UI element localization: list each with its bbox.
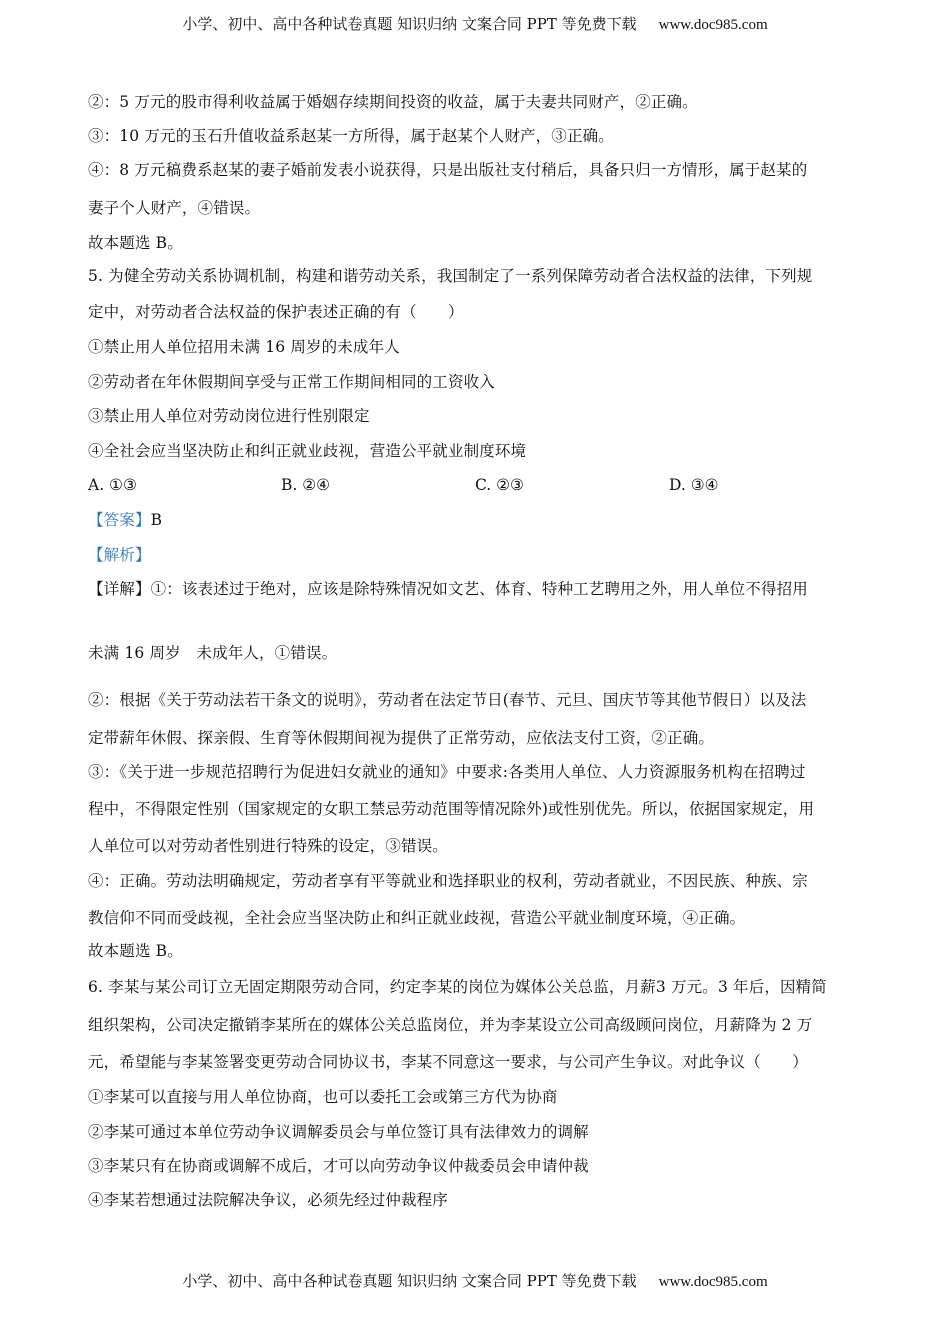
q5-conclusion: 故本题选 B。 <box>88 942 183 960</box>
q5-statement-1: ①禁止用人单位招用未满 16 周岁的未成年人 <box>88 338 400 356</box>
answer-label: 【答案】 <box>88 511 151 529</box>
q5-option-a: A. ①③ <box>88 476 137 494</box>
q5-analysis-heading <box>88 545 151 565</box>
q6-statement-4: ④李某若想通过法院解决争议，必须先经过仲裁程序 <box>88 1191 448 1209</box>
analysis-label: 【解析】 <box>88 546 151 564</box>
q5-stem-line: 定中，对劳动者合法权益的保护表述正确的有（ ） <box>88 303 464 321</box>
header-url[interactable]: www.doc985.com <box>658 17 768 33</box>
detail-label: 【详解】 <box>88 580 151 598</box>
q6-stem-line: 元，希望能与李某签署变更劳动合同协议书，李某不同意这一要求，与公司产生争议。对此争议（ ） <box>88 1053 808 1071</box>
prev-conclusion: 故本题选 B。 <box>88 234 183 252</box>
q5-detail-line: ③：《关于进一步规范招聘行为促进妇女就业的通知》中要求:各类用人单位、人力资源服务机构在招聘过 <box>88 763 806 781</box>
q5-detail-line: 程中，不得限定性别（国家规定的女职工禁忌劳动范围等情况除外)或性别优先。所以，依据国家规定，用 <box>88 800 815 818</box>
page-footer <box>0 1270 950 1291</box>
q5-option-b: B. ②④ <box>281 476 331 494</box>
q5-detail-line: 定带薪年休假、探亲假、生育等休假期间视为提供了正常劳动，应依法支付工资，②正确。 <box>88 729 715 747</box>
q6-statement-2: ②李某可通过本单位劳动争议调解委员会与单位签订具有法律效力的调解 <box>88 1123 589 1141</box>
q5-option-d: D. ③④ <box>669 476 719 494</box>
prev-analysis-line: ②：5 万元的股市得利收益属于婚姻存续期间投资的收益，属于夫妻共同财产，②正确。 <box>88 93 698 111</box>
q5-statement-2: ②劳动者在年休假期间享受与正常工作期间相同的工资收入 <box>88 373 495 391</box>
q5-statement-3: ③禁止用人单位对劳动岗位进行性别限定 <box>88 407 370 425</box>
prev-analysis-line: ④：8 万元稿费系赵某的妻子婚前发表小说获得，只是出版社支付稍后，具备只归一方情形，属于赵某的 <box>88 161 808 179</box>
q5-detail-line <box>88 579 808 599</box>
q6-stem-line: 6. 李某与某公司订立无固定期限劳动合同，约定李某的岗位为媒体公关总监，月薪3 万元。3 年后，因精简 <box>88 978 827 996</box>
answer-value: B <box>150 511 163 529</box>
footer-text: 小学、初中、高中各种试卷真题 知识归纳 文案合同 PPT 等免费下载 <box>182 1272 637 1290</box>
q5-answer <box>88 510 162 530</box>
page-header <box>0 13 950 34</box>
q5-detail-line: 教信仰不同而受歧视，全社会应当坚决防止和纠正就业歧视，营造公平就业制度环境，④正确。 <box>88 909 746 927</box>
prev-analysis-line: ③：10 万元的玉石升值收益系赵某一方所得，属于赵某个人财产，③正确。 <box>88 127 614 145</box>
detail-text: ①：该表述过于绝对，应该是除特殊情况如文艺、体育、特种工艺聘用之外，用人单位不得招用 <box>150 580 808 598</box>
prev-analysis-line: 妻子个人财产，④错误。 <box>88 199 261 217</box>
q5-stem-line: 5. 为健全劳动关系协调机制，构建和谐劳动关系，我国制定了一系列保障劳动者合法权益的法律，下列规 <box>88 267 813 285</box>
q5-options <box>88 475 848 495</box>
q5-detail-line: 未满 16 周岁 未成年人，①错误。 <box>88 644 338 662</box>
q6-stem-line: 组织架构，公司决定撤销李某所在的媒体公关总监岗位，并为李某设立公司高级顾问岗位，月薪降为 2 万 <box>88 1016 813 1034</box>
q6-statement-3: ③李某只有在协商或调解不成后，才可以向劳动争议仲裁委员会申请仲裁 <box>88 1157 589 1175</box>
q5-statement-4: ④全社会应当坚决防止和纠正就业歧视，营造公平就业制度环境 <box>88 442 527 460</box>
q6-statement-1: ①李某可以直接与用人单位协商，也可以委托工会或第三方代为协商 <box>88 1088 558 1106</box>
q5-detail-line: ②：根据《关于劳动法若干条文的说明》，劳动者在法定节日(春节、元旦、国庆节等其他节假日）以及法 <box>88 691 807 709</box>
q5-option-c: C. ②③ <box>475 476 524 494</box>
q5-detail-line: ④：正确。劳动法明确规定，劳动者享有平等就业和选择职业的权利，劳动者就业，不因民族、种族、宗 <box>88 872 808 890</box>
q5-detail-line: 人单位可以对劳动者性别进行特殊的设定，③错误。 <box>88 837 448 855</box>
header-text: 小学、初中、高中各种试卷真题 知识归纳 文案合同 PPT 等免费下载 <box>182 15 637 33</box>
footer-url[interactable]: www.doc985.com <box>658 1274 768 1290</box>
